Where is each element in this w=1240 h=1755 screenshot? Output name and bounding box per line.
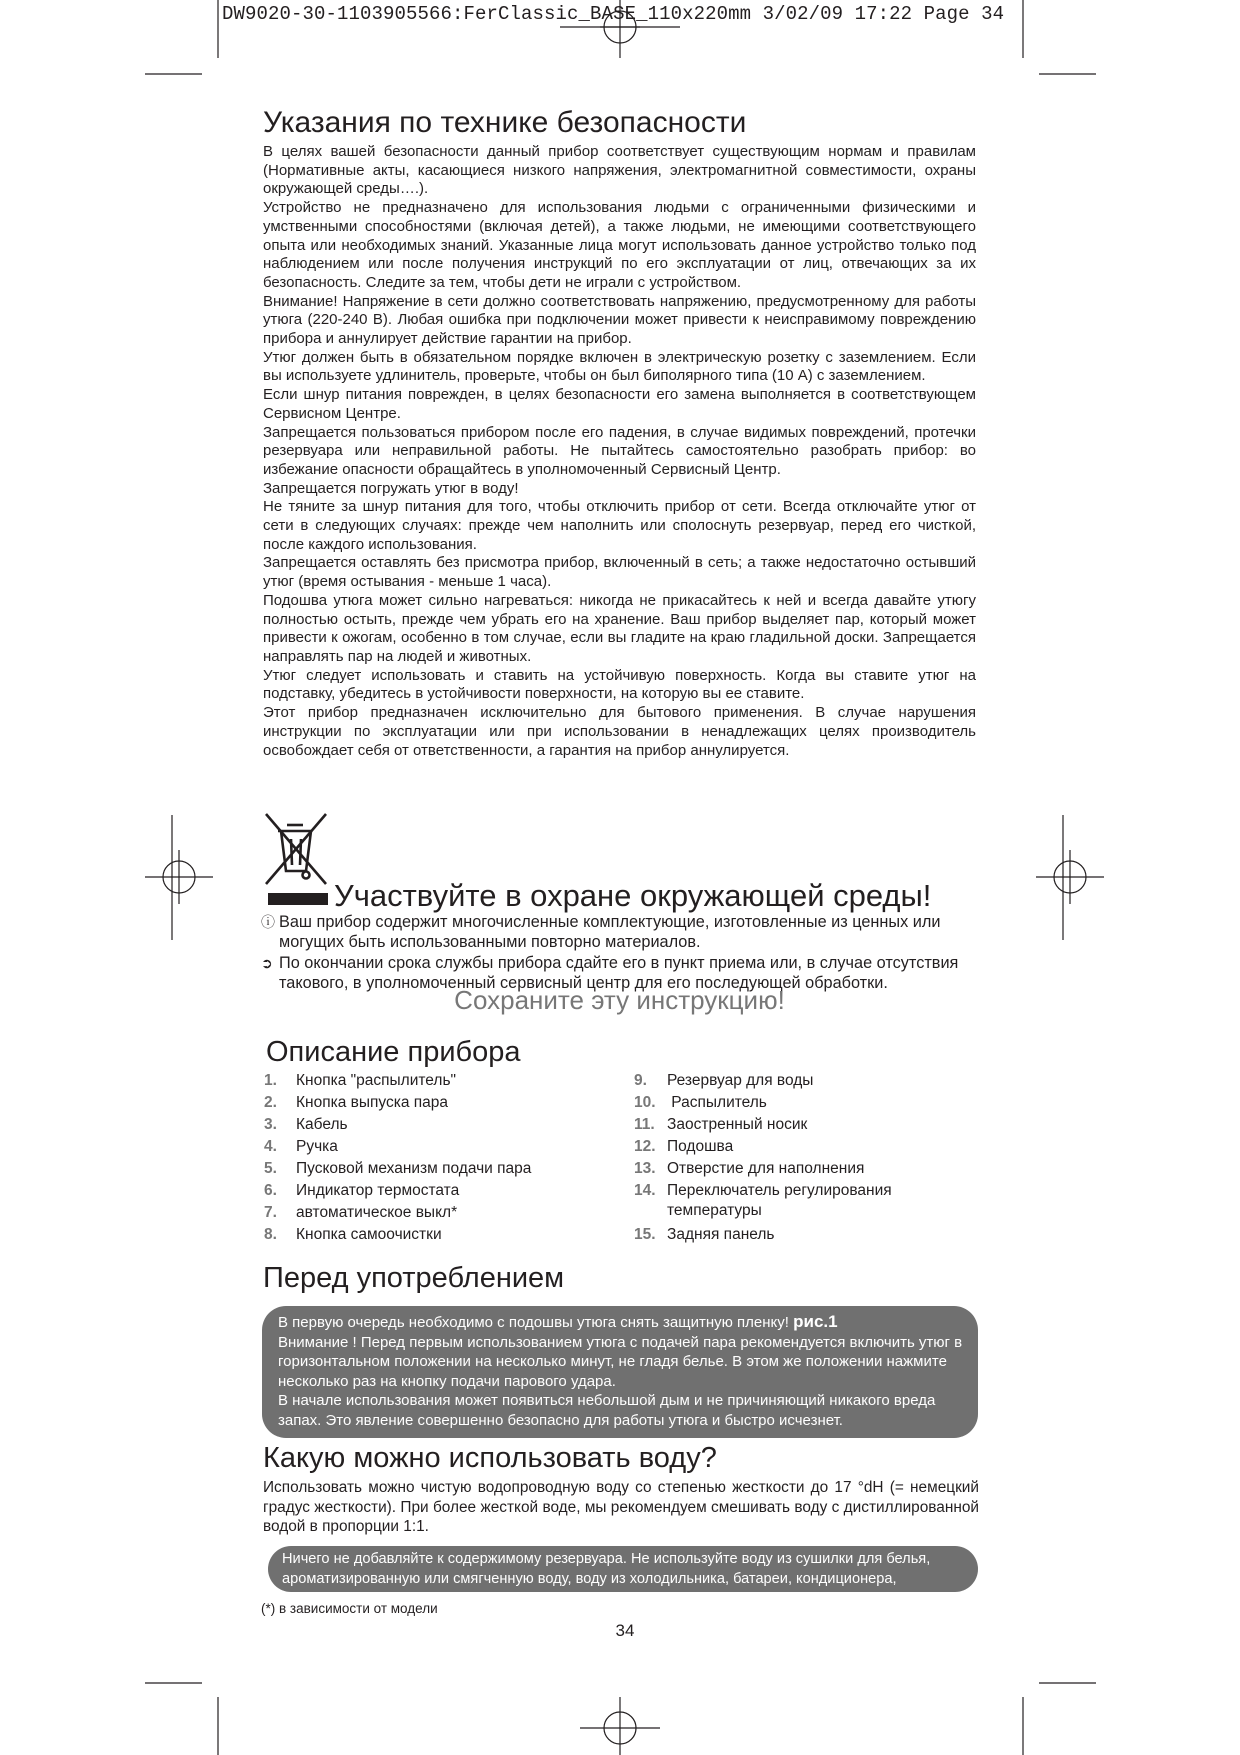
part-number: 2. [264, 1094, 277, 1111]
before-use-title: Перед употреблением [263, 1262, 565, 1294]
part-number: 11. [634, 1116, 655, 1133]
arrow-icon: ➲ [261, 955, 273, 971]
safety-paragraph: Этот прибор предназначен исключительно для бытового применения. В случае нарушения инструкции по эксплуатации или при использовании в ненадлежащих целях производитель освобождает себя от ответственности, а гарантия на прибор аннулируется. [263, 704, 976, 759]
before-use-box [262, 1306, 978, 1438]
list-item [264, 1114, 584, 1136]
section-bar [268, 893, 328, 905]
registration-mark-right [1036, 815, 1104, 940]
list-item [264, 1180, 584, 1202]
before-use-text [278, 1312, 968, 1430]
list-item [634, 1114, 954, 1136]
part-number: 10. [634, 1094, 656, 1111]
keep-instructions: Сохраните эту инструкцию! [454, 985, 785, 1015]
part-label: Кабель [296, 1116, 348, 1133]
list-item-text: По окончании срока службы прибора сдайте его в пункт приема или, в случае отсутствия такового, в уполномоченный сервисный центр для его последующей обработки. [279, 954, 959, 992]
water-title: Какую можно использовать воду? [263, 1442, 717, 1474]
page-number: 34 [615, 1621, 635, 1640]
before-use-line: В начале использования может появиться небольшой дым и не причиняющий никакого вреда запах. Это явление совершенно безопасно для работы утюга и быстро исчезнет. [278, 1392, 936, 1429]
safety-paragraph: Запрещается погружать утюг в воду! [263, 479, 519, 497]
part-number: 6. [264, 1182, 277, 1199]
crossed-out-wheelie-bin-icon [262, 811, 330, 887]
part-number: 9. [634, 1072, 647, 1089]
list-item [264, 1158, 584, 1180]
part-label: Подошва [667, 1138, 734, 1155]
part-label: Ручка [296, 1138, 338, 1155]
safety-paragraph: Запрещается пользоваться прибором после его падения, в случае видимых повреждений, протечки резервуара или неправильной работы. Не пытайтесь самостоятельно разобрать прибор: во избежание опасности обращайтесь в уполномоченный Сервисный Центр. [263, 423, 976, 478]
part-number: 4. [264, 1138, 277, 1155]
safety-paragraph: Если шнур питания поврежден, в целях безопасности его замена выполняется в соответствующем Сервисном Центре. [263, 386, 976, 422]
list-item [264, 1070, 584, 1092]
environment-title: Участвуйте в охране окружающей среды! [334, 878, 932, 913]
part-number: 13. [634, 1160, 656, 1177]
water-body: Использовать можно чистую водопроводную воду со степенью жесткости до 17 °dH (= немецкий градус жесткости). При более жесткой воде, мы рекомендуем смешивать воду с дистиллированной водой в пропорции 1:1. [263, 1479, 979, 1535]
parts-list-right [634, 1070, 954, 1246]
registration-mark-left [145, 815, 213, 940]
parts-list-left [264, 1070, 584, 1246]
part-number: 14. [634, 1182, 656, 1199]
part-number: 3. [264, 1116, 277, 1133]
part-number: 7. [264, 1204, 277, 1221]
part-label: Индикатор термостата [296, 1182, 460, 1199]
water-warning-box [268, 1546, 978, 1592]
safety-body [263, 143, 976, 760]
list-item [634, 1092, 954, 1114]
list-item [264, 1202, 584, 1224]
part-label: Заостренный носик [667, 1116, 808, 1133]
before-use-first-line: В первую очередь необходимо с подошвы утюга снять защитную пленку! [278, 1314, 789, 1331]
registration-mark-top [560, 0, 680, 58]
safety-paragraph: Утюг следует использовать и ставить на устойчивую поверхность. Когда вы ставите утюг на подставку, убедитесь в устойчивости поверхности, на которую вы ее ставите. [263, 666, 976, 703]
part-label: Кнопка самоочистки [296, 1226, 442, 1243]
list-item [264, 1092, 584, 1114]
part-number: 8. [264, 1226, 277, 1243]
list-item [264, 1136, 584, 1158]
safety-paragraph: В целях вашей безопасности данный прибор соответствует существующим нормам и правилам (Нормативные акты, касающиеся низкого напряжения, электромагнитной совместимости, охраны окружающей среды….). [263, 143, 976, 198]
safety-paragraph: Внимание! Напряжение в сети должно соответствовать напряжению, предусмотренному для работы утюга (220-240 В). Любая ошибка при подключении может привести к неисправимому повреждению прибора и аннулирует действие гарантии на прибор. [263, 292, 976, 348]
part-number: 1. [264, 1072, 277, 1089]
part-number: 12. [634, 1138, 656, 1155]
part-label: Распылитель [667, 1094, 767, 1111]
list-item [634, 1180, 954, 1224]
figure-reference: рис.1 [793, 1312, 838, 1331]
description-title: Описание прибора [266, 1036, 521, 1068]
list-item [264, 1224, 584, 1246]
list-item-text: Ваш прибор содержит многочисленные комплектующие, изготовленные из ценных или могущих быть использованными повторно материалов. [279, 913, 941, 951]
part-label: автоматическое выкл* [296, 1204, 458, 1221]
part-label: Переключатель регулирования температуры [667, 1182, 892, 1219]
registration-mark-bottom [580, 1697, 660, 1755]
before-use-line [278, 1312, 968, 1333]
safety-paragraph: Запрещается оставлять без присмотра прибор, включенный в сеть; а также недостаточно остывший утюг (время остывания - меньше 1 часа). [263, 554, 976, 591]
water-warning-text: Ничего не добавляйте к содержимому резервуара. Не используйте воду из сушилки для белья, ароматизированную или смягченную воду, воду из холодильника, батареи, кондиционера, [282, 1551, 931, 1587]
part-label: Пусковой механизм подачи пара [296, 1160, 532, 1177]
print-slug: DW9020-30-1103905566:FerClassic_BASE_110x220mm 3/02/09 17:22 Page 34 [222, 3, 1005, 25]
environment-list [261, 913, 991, 993]
part-label: Резервуар для воды [667, 1072, 814, 1089]
list-item [634, 1070, 954, 1092]
list-item [634, 1224, 954, 1246]
info-icon: ⓘ [261, 914, 275, 930]
part-label: Отверстие для наполнения [667, 1160, 865, 1177]
footnote: (*) в зависимости от модели [261, 1601, 438, 1616]
safety-paragraph: Устройство не предназначено для использования людьми с ограниченными физическими и умственными способностями (включая детей), а также людьми, не имеющими соответствующего опыта или необходимых знаний. Указанные лица могут использовать данное устройство только под наблюдением или после получения инструкций по его эксплуатации от лиц, отвечающих за их безопасность. Следите за тем, чтобы дети не играли с устройством. [263, 199, 976, 291]
part-label: Кнопка выпуска пара [296, 1094, 449, 1111]
list-item [634, 1158, 954, 1180]
list-item [261, 913, 991, 952]
part-number: 15. [634, 1226, 656, 1243]
safety-paragraph: Подошва утюга может сильно нагреваться: никогда не прикасайтесь к ней и всегда давайте утюгу полностью остыть, прежде чем убрать его на хранение. Ваш прибор выделяет пар, который может привести к ожогам, особенно в том случае, если вы гладите на краю гладильной доски. Запрещается направлять пар на людей и животных. [263, 591, 976, 665]
safety-paragraph: Не тяните за шнур питания для того, чтобы отключить прибор от сети. Всегда отключайте утюг от сети в следующих случаях: прежде чем наполнить или сполоснуть резервуар, перед его чисткой, после каждого использования. [263, 498, 976, 553]
part-label: Кнопка "распылитель" [296, 1072, 457, 1089]
safety-paragraph: Утюг должен быть в обязательном порядке включен в электрическую розетку с заземлением. Если вы используете удлинитель, проверьте, чтобы он был биполярного типа (10 А) с заземлением. [263, 348, 976, 385]
list-item [634, 1136, 954, 1158]
safety-title: Указания по технике безопасности [263, 106, 747, 139]
part-number: 5. [264, 1160, 277, 1177]
part-label: Задняя панель [667, 1226, 775, 1243]
before-use-line: Внимание ! Перед первым использованием утюга с подачей пара рекомендуется включить утюг в горизонтальном положении на несколько минут, не гладя белье. В этом же положении нажмите несколько раз на кнопку подачи парового удара. [278, 1333, 963, 1390]
